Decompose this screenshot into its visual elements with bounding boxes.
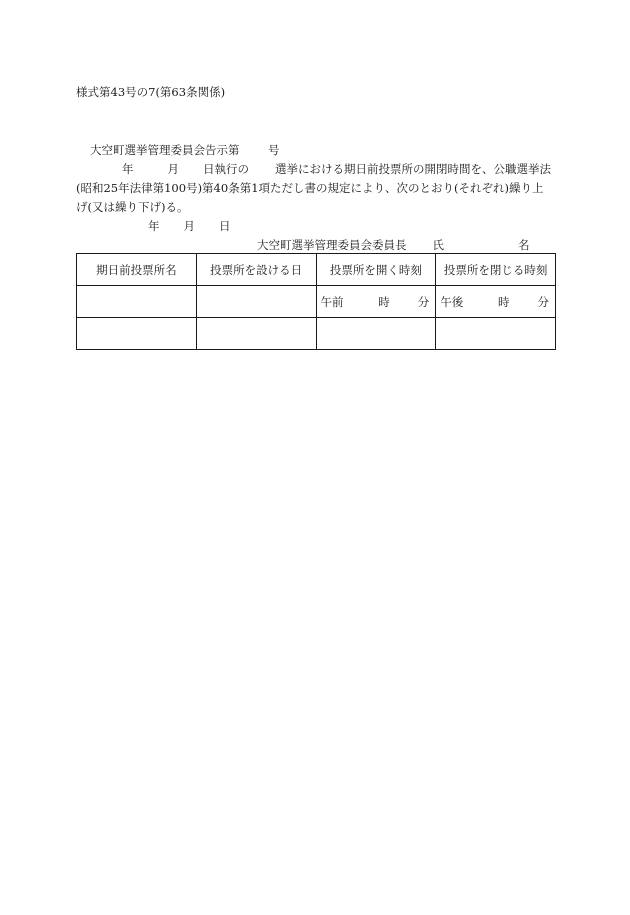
open-time-period: 午前 <box>320 294 344 309</box>
notice-number-suffix: 号 <box>268 143 280 157</box>
close-time-period: 午後 <box>440 294 464 309</box>
close-time-cell[interactable] <box>436 318 556 350</box>
notice-body-line-3: げ(又は繰り下げ)る。 <box>76 200 189 214</box>
open-time-minute-label: 分 <box>417 294 430 309</box>
open-time-cell[interactable] <box>316 286 436 318</box>
notice-body-text-1: 選挙における期日前投票所の開閉時間を、公職選挙法 <box>275 162 551 176</box>
polling-place-name-cell[interactable] <box>77 286 197 318</box>
header-open-time: 投票所を開く時刻 <box>316 254 436 286</box>
open-time-cell[interactable] <box>316 318 436 350</box>
open-time-hour-label: 時 <box>378 294 390 309</box>
header-setup-date: 投票所を設ける日 <box>196 254 316 286</box>
enforcement-month-label: 月 <box>167 162 179 176</box>
date-month-label: 月 <box>183 219 195 233</box>
close-time-minute-label: 分 <box>537 294 549 309</box>
signer-surname-label: 氏 <box>432 238 444 252</box>
setup-date-cell[interactable] <box>196 286 316 318</box>
enforcement-year-label: 年 <box>122 162 134 176</box>
date-day-label: 日 <box>219 219 231 233</box>
notice-body-line-1 <box>76 161 551 177</box>
header-polling-place-name: 期日前投票所名 <box>77 254 197 286</box>
table-row <box>77 318 556 350</box>
table-row <box>77 286 556 318</box>
notice-body-line-2: (昭和25年法律第100号)第40条第1項ただし書の規定により、次のとおり(それぞれ)繰り上 <box>76 181 544 195</box>
signer-title: 大空町選挙管理委員会委員長 <box>257 238 407 252</box>
notice-date <box>148 218 231 234</box>
date-year-label: 年 <box>148 219 160 233</box>
form-number: 様式第43号の7(第63条関係) <box>76 85 226 99</box>
polling-schedule-table <box>76 253 556 350</box>
close-time-cell[interactable] <box>436 286 556 318</box>
signer-given-label: 名 <box>518 238 530 252</box>
polling-place-name-cell[interactable] <box>77 318 197 350</box>
enforcement-day-label: 日執行の <box>203 162 249 176</box>
setup-date-cell[interactable] <box>196 318 316 350</box>
notice-title: 大空町選挙管理委員会告示第 <box>90 143 240 157</box>
close-time-hour-label: 時 <box>498 294 510 309</box>
signer-line <box>257 237 530 253</box>
table-header-row <box>77 254 556 286</box>
header-close-time: 投票所を閉じる時刻 <box>436 254 556 286</box>
